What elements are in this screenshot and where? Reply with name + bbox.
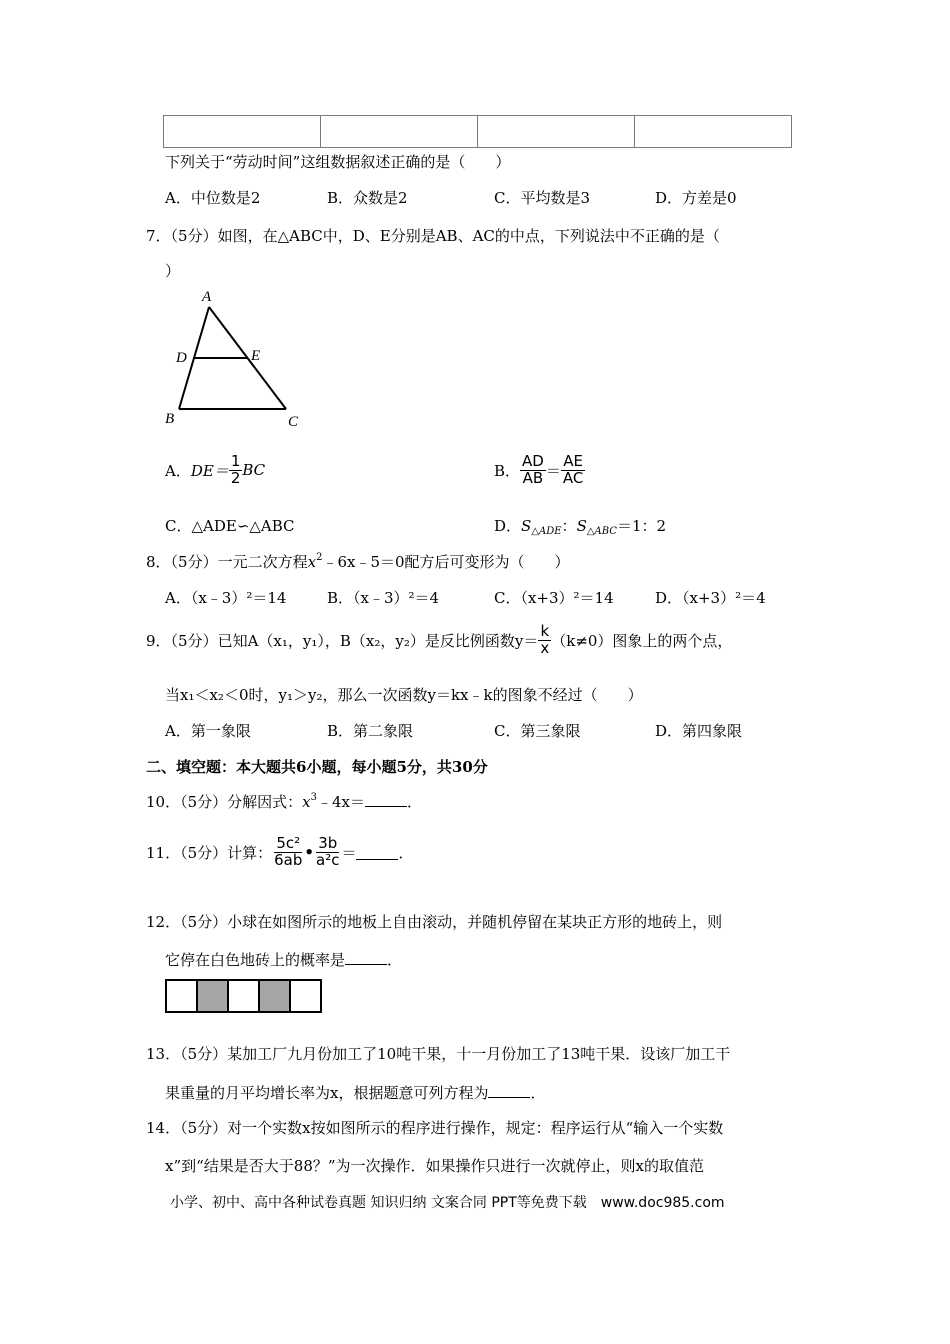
fraction-ad-ab xyxy=(520,454,546,487)
triangle-figure xyxy=(160,285,310,430)
fraction-k-x xyxy=(538,624,551,657)
fraction-ae-ac xyxy=(561,454,585,487)
table-cell xyxy=(321,116,478,148)
q7-stem-end: ） xyxy=(165,262,181,280)
fraction-5c2-6ab xyxy=(272,836,304,869)
answer-blank xyxy=(345,950,387,965)
stem-text: 它停在白色地砖上的概率是 xyxy=(165,951,346,969)
label-e: E xyxy=(251,348,261,364)
q6-stem: 下列关于“劳动时间”这组数据叙述正确的是（ ） xyxy=(165,153,511,171)
tile-white xyxy=(289,979,322,1013)
q7-option-a xyxy=(165,454,265,487)
q8-option-b: B．（x﹣3）²＝4 xyxy=(327,589,440,607)
frac-den: AB xyxy=(522,468,544,487)
stem-text: ﹣6x﹣5＝0配方后可变形为（ ） xyxy=(322,553,570,571)
stem-text: 9．（5分）已知A（x₁，y₁），B（x₂，y₂）是反比例函数y＝ xyxy=(146,631,539,650)
data-table-row xyxy=(163,115,792,148)
q13-line2 xyxy=(165,1082,545,1103)
frac-num: AE xyxy=(563,452,583,470)
stem-text: ﹣4x＝ xyxy=(316,793,365,811)
q14-line2: x”到“结果是否大于88？”为一次操作．如果操作只进行一次就停止，则x的取值范 xyxy=(165,1157,705,1175)
exponent: 2 xyxy=(316,552,323,563)
stem-text: 果重量的月平均增长率为x，根据题意可列方程为 xyxy=(165,1084,489,1102)
frac-den: AC xyxy=(562,468,584,487)
option-prefix: B． xyxy=(494,461,521,480)
option-a-lhs: DE＝ xyxy=(190,461,229,480)
q6-option-c: C．平均数是3 xyxy=(494,189,591,207)
q9-line2: 当x₁＜x₂＜0时，y₁＞y₂，那么一次函数y＝kx﹣k的图象不经过（ ） xyxy=(165,686,643,704)
option-prefix: D． xyxy=(494,517,522,535)
ratio-value: ＝1：2 xyxy=(616,517,667,535)
q9-option-c: C．第三象限 xyxy=(494,722,581,740)
q12-line2 xyxy=(165,949,402,970)
q6-option-a: A．中位数是2 xyxy=(165,189,261,207)
q7-option-d xyxy=(494,515,666,537)
fraction-3b-a2c xyxy=(314,836,341,869)
label-a: A xyxy=(202,289,212,305)
answer-blank xyxy=(488,1083,530,1098)
fraction-one-half xyxy=(229,454,243,487)
frac-num: AD xyxy=(522,452,544,470)
frac-den: 2 xyxy=(230,468,241,487)
tile-gray xyxy=(258,979,291,1013)
table-cell xyxy=(478,116,635,148)
section-heading: 二、填空题：本大题共6小题，每小题5分，共30分 xyxy=(146,758,488,776)
frac-den: 6ab xyxy=(274,850,303,869)
period: ． xyxy=(530,1084,546,1102)
frac-num: 1 xyxy=(230,452,241,470)
stem-text: 10．（5分）分解因式： xyxy=(146,793,303,811)
q7-option-b xyxy=(494,454,585,487)
q8-option-a: A．（x﹣3）²＝14 xyxy=(165,589,287,607)
q9-option-d: D．第四象限 xyxy=(655,722,743,740)
answer-blank xyxy=(365,792,407,807)
q6-option-b: B．众数是2 xyxy=(327,189,408,207)
period: ． xyxy=(387,951,403,969)
period: ． xyxy=(407,793,423,811)
frac-den: a²c xyxy=(316,850,340,869)
option-a-rhs: BC xyxy=(242,461,266,480)
ratio-colon: ： xyxy=(561,517,577,535)
q14-line1: 14．（5分）对一个实数x按如图所示的程序进行操作，规定：程序运行从“输入一个实数 xyxy=(146,1119,724,1137)
q10-stem xyxy=(146,791,422,812)
tile-white xyxy=(227,979,260,1013)
tile-white xyxy=(165,979,198,1013)
stem-text: （k≠0）图象上的两个点， xyxy=(551,631,733,650)
multiply-dot: • xyxy=(304,843,314,862)
q11-stem xyxy=(146,836,413,869)
area-subscript: △ADE xyxy=(531,526,562,537)
q9-option-a: A．第一象限 xyxy=(165,722,251,740)
frac-num: 3b xyxy=(318,834,338,852)
q8-stem xyxy=(146,551,570,572)
q7-stem: 7．（5分）如图，在△ABC中，D、E分别是AB、AC的中点，下列说法中不正确的是（ xyxy=(146,227,720,245)
variable-x: x xyxy=(302,793,311,811)
answer-blank xyxy=(356,845,398,860)
period: ． xyxy=(398,843,414,862)
tile-gray xyxy=(196,979,229,1013)
q7-option-c: C．△ADE∽△ABC xyxy=(165,517,295,535)
q8-option-c: C．（x+3）²＝14 xyxy=(494,589,614,607)
page-footer: 小学、初中、高中各种试卷真题 知识归纳 文案合同 PPT等免费下载 www.doc985.com xyxy=(170,1195,725,1211)
frac-num: 5c² xyxy=(276,834,301,852)
table-cell xyxy=(164,116,321,148)
stem-text: 8．（5分）一元二次方程 xyxy=(146,553,308,571)
equals-sign: ＝ xyxy=(545,461,561,480)
frac-num: k xyxy=(540,622,550,640)
variable-x: x xyxy=(307,553,317,571)
area-symbol: S xyxy=(521,517,532,535)
q6-option-d: D．方差是0 xyxy=(655,189,737,207)
equals-sign: ＝ xyxy=(341,843,357,862)
q13-line1: 13．（5分）某加工厂九月份加工了10吨干果，十一月份加工了13吨干果．设该厂加工干 xyxy=(146,1045,731,1063)
q9-stem xyxy=(146,624,732,657)
table-cell xyxy=(635,116,792,148)
area-symbol: S xyxy=(576,517,587,535)
q12-line1: 12．（5分）小球在如图所示的地板上自由滚动，并随机停留在某块正方形的地砖上，则 xyxy=(146,913,723,931)
label-d: D xyxy=(176,350,187,366)
option-prefix: A． xyxy=(165,461,191,480)
q8-option-d: D．（x+3）²＝4 xyxy=(655,589,766,607)
floor-tiles xyxy=(165,979,322,1013)
label-c: C xyxy=(288,414,299,430)
exponent: 3 xyxy=(310,792,317,803)
frac-den: x xyxy=(540,638,550,657)
area-subscript: △ABC xyxy=(586,526,617,537)
stem-text: 11．（5分）计算： xyxy=(146,843,273,862)
label-b: B xyxy=(165,411,175,427)
q9-option-b: B．第二象限 xyxy=(327,722,414,740)
